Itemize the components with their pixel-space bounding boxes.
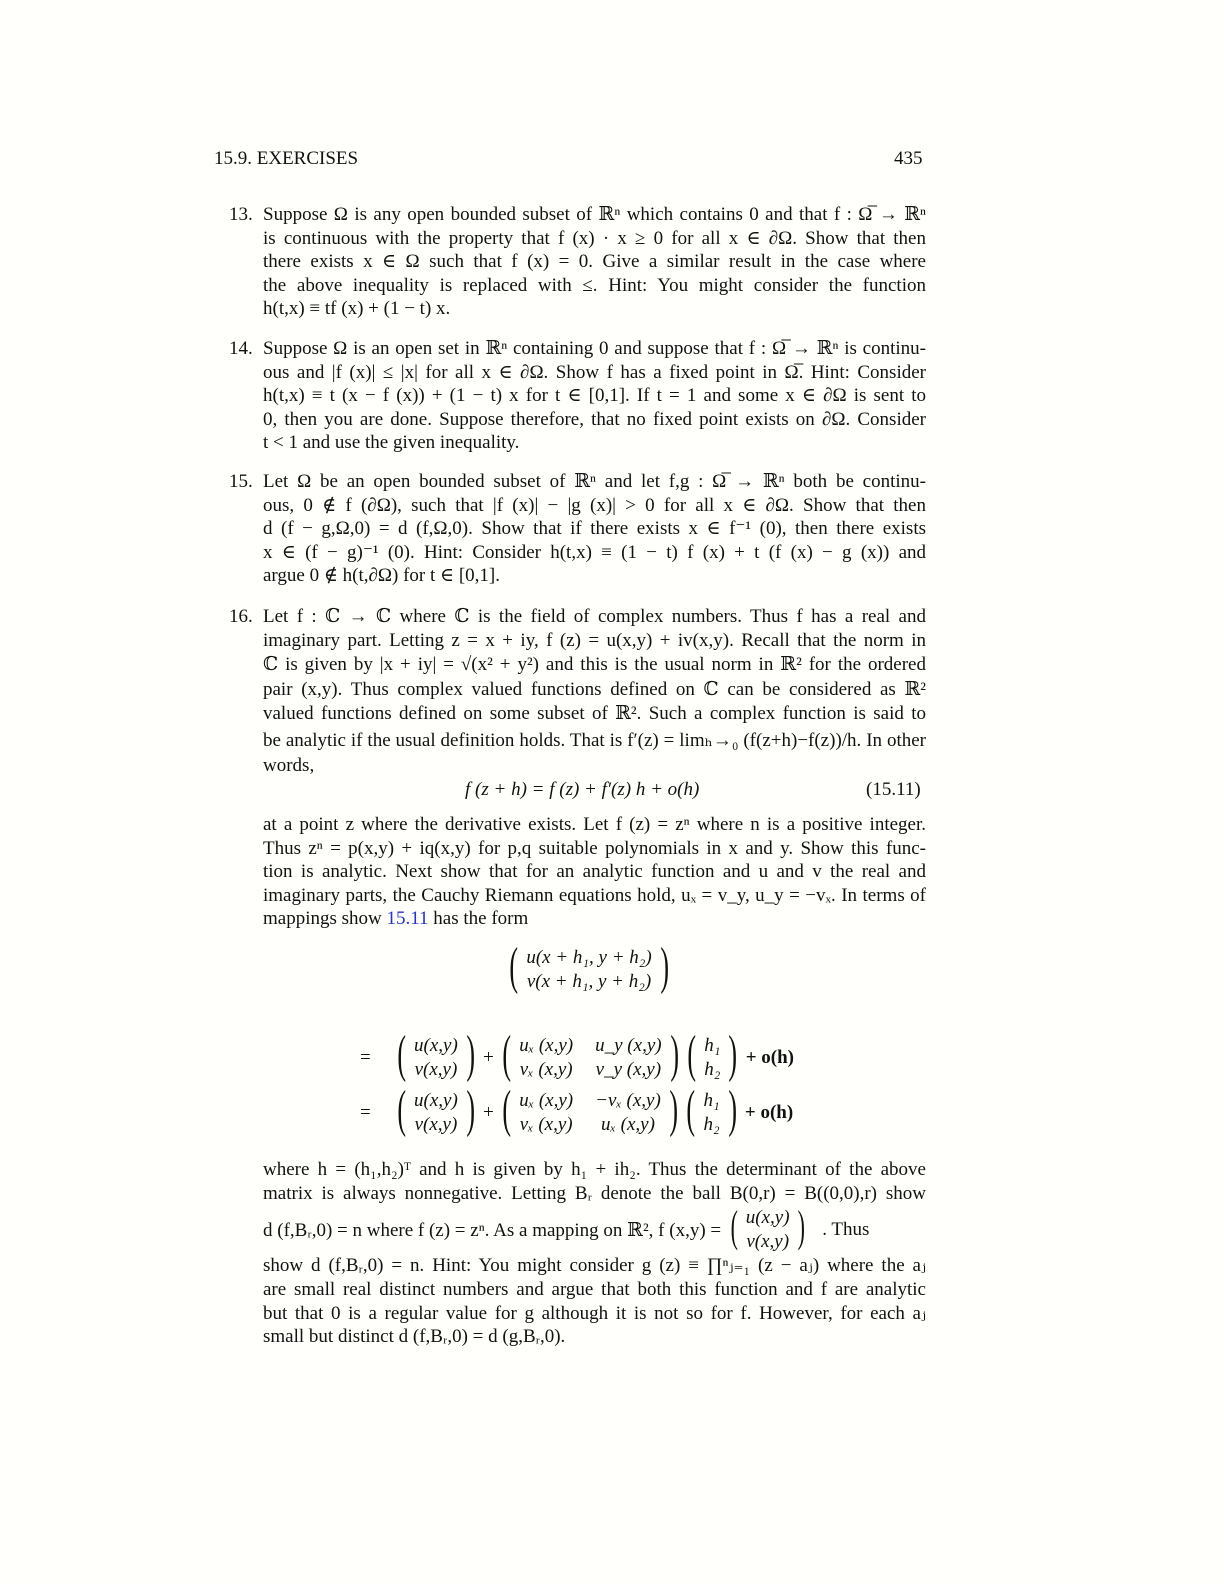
matrix-cells bbox=[742, 1206, 794, 1254]
matrix bbox=[498, 1026, 683, 1083]
text: . Thus bbox=[822, 1219, 870, 1240]
parenthesis: ) bbox=[669, 1026, 679, 1083]
exercise-number: 14. bbox=[229, 338, 253, 359]
matrix-cells bbox=[410, 1034, 462, 1082]
matrix-cell: h₁ bbox=[703, 1090, 720, 1111]
exercise-14-line: Suppose Ω is an open set in ℝⁿ containing 0 and suppose that f : Ω̅ → ℝⁿ is continu- bbox=[263, 338, 926, 359]
matrix-cell: vₓ (x,y) bbox=[519, 1059, 573, 1080]
equation-15-11: f (z + h) = f (z) + f′(z) h + o(h) bbox=[465, 779, 700, 800]
exercise-16-line: small but distinct d (f,Bᵣ,0) = d (g,Bᵣ,0). bbox=[263, 1326, 566, 1347]
exercise-13-line: Suppose Ω is any open bounded subset of ℝⁿ which contains 0 and that f : Ω̅ → ℝⁿ bbox=[263, 204, 926, 225]
text: mappings show bbox=[263, 908, 387, 929]
parenthesis: ( bbox=[730, 1202, 739, 1251]
parenthesis: ) bbox=[669, 1081, 678, 1138]
exercise-14-line: ous and |f (x)| ≤ |x| for all x ∈ ∂Ω. Show f has a fixed point in Ω̅. Hint: Consider bbox=[263, 362, 926, 383]
matrix-cells bbox=[410, 1089, 462, 1137]
matrix bbox=[683, 1026, 742, 1083]
exercise-13-line: h(t,x) ≡ tf (x) + (1 − t) x. bbox=[263, 298, 451, 319]
plus-sign: + bbox=[483, 1047, 494, 1068]
exercise-16-line: where h = (h₁,h₂)ᵀ and h is given by h₁ + ih₂. Thus the determinant of the above bbox=[263, 1159, 926, 1180]
parenthesis: ) bbox=[728, 1026, 738, 1083]
matrix-cell: u_y (x,y) bbox=[595, 1035, 662, 1056]
exercise-13-line: the above inequality is replaced with ≤. Hint: You might consider the function bbox=[263, 275, 926, 296]
exercise-16-line: show d (f,Bᵣ,0) = n. Hint: You might consider g (z) ≡ ∏ⁿⱼ₌₁ (z − aⱼ) where the aⱼ bbox=[263, 1255, 926, 1276]
exercise-16-line bbox=[263, 907, 926, 931]
parenthesis: ) bbox=[466, 1081, 475, 1138]
exercise-16-line: Let f : ℂ → ℂ where ℂ is the field of complex numbers. Thus f has a real and bbox=[263, 606, 926, 627]
matrix-cell: u(x,y) bbox=[745, 1207, 790, 1228]
exercise-14-line: h(t,x) ≡ t (x − f (x)) + (1 − t) x for t ∈ [0,1]. If t = 1 and some x ∈ ∂Ω is sent to bbox=[263, 385, 926, 406]
section-header: 15.9. EXERCISES bbox=[214, 148, 359, 169]
matrix bbox=[505, 938, 673, 995]
exercise-16-line: but that 0 is a regular value for g although it is not so for f. However, for each aⱼ bbox=[263, 1303, 926, 1324]
matrix-cell: v_y (x,y) bbox=[595, 1059, 662, 1080]
exercise-16-line: ℂ is given by |x + iy| = √(x² + y²) and this is the usual norm in ℝ² for the ordered bbox=[263, 654, 926, 675]
parenthesis: ) bbox=[727, 1081, 737, 1138]
exercise-15-line: Let Ω be an open bounded subset of ℝⁿ and let f,g : Ω̅ → ℝⁿ both be continu- bbox=[263, 471, 926, 492]
inline-mapping-line bbox=[263, 1202, 870, 1254]
exercise-16-line: Thus zⁿ = p(x,y) + iq(x,y) for p,q suitable polynomials in x and y. Show this func- bbox=[263, 838, 926, 859]
matrix-cells bbox=[515, 1089, 665, 1137]
equals-sign: = bbox=[360, 1102, 371, 1123]
parenthesis: ) bbox=[466, 1026, 475, 1083]
exercise-15-line: d (f − g,Ω,0) = d (f,Ω,0). Show that if there exists x ∈ f⁻¹ (0), then there exists bbox=[263, 518, 926, 539]
exercise-16-line: matrix is always nonnegative. Letting Bᵣ denote the ball B(0,r) = B((0,0),r) show bbox=[263, 1183, 926, 1204]
matrix-cell: uₓ (x,y) bbox=[601, 1114, 655, 1135]
exercise-16-line: words, bbox=[263, 755, 315, 776]
matrix-cell: u(x + h₁, y + h₂) bbox=[526, 947, 652, 968]
matrix bbox=[393, 1026, 479, 1083]
exercise-15-line: ous, 0 ∉ f (∂Ω), such that |f (x)| − |g (x)| > 0 for all x ∈ ∂Ω. Show that then bbox=[263, 495, 926, 516]
equation-row bbox=[356, 1026, 798, 1083]
exercise-13-line: there exists x ∈ Ω such that f (x) = 0. Give a similar result in the case where bbox=[263, 251, 926, 272]
matrix-cell: h₁ bbox=[704, 1035, 721, 1056]
matrix-cells bbox=[699, 1089, 723, 1137]
matrix-cells bbox=[522, 946, 655, 994]
exercise-16-line: pair (x,y). Thus complex valued functions defined on ℂ can be considered as ℝ² bbox=[263, 679, 926, 700]
parenthesis: ( bbox=[502, 1081, 511, 1138]
parenthesis: ( bbox=[397, 1081, 406, 1138]
exercise-number: 16. bbox=[229, 606, 253, 627]
plus-sign: + bbox=[483, 1102, 494, 1123]
parenthesis: ) bbox=[797, 1202, 805, 1251]
matrix-cell: h₂ bbox=[703, 1114, 720, 1135]
exercise-16-line: imaginary parts, the Cauchy Riemann equations hold, uₓ = v_y, u_y = −vₓ. In terms of bbox=[263, 885, 926, 906]
matrix-cell: uₓ (x,y) bbox=[519, 1090, 574, 1111]
matrix-cell: v(x,y) bbox=[746, 1231, 790, 1252]
parenthesis: ) bbox=[660, 938, 669, 995]
parenthesis: ( bbox=[686, 1081, 696, 1138]
equation-label: (15.11) bbox=[866, 779, 921, 800]
parenthesis: ( bbox=[687, 1026, 696, 1083]
exercise-13-line: is continuous with the property that f (x) · x ≥ 0 for all x ∈ ∂Ω. Show that then bbox=[263, 228, 926, 249]
equals-sign: = bbox=[360, 1047, 371, 1068]
exercise-number: 13. bbox=[229, 204, 253, 225]
exercise-16-line: imaginary part. Letting z = x + iy, f (z) = u(x,y) + iv(x,y). Recall that the norm in bbox=[263, 630, 926, 651]
text: d (f,Bᵣ,0) = n where f (z) = zⁿ. As a mapping on ℝ², f (x,y) = bbox=[263, 1219, 722, 1241]
little-o-term: + o(h) bbox=[745, 1047, 794, 1068]
exercise-15-line: x ∈ (f − g)⁻¹ (0). Hint: Consider h(t,x) ≡ (1 − t) f (x) + t (f (x) − g (x)) and bbox=[263, 542, 926, 563]
exercise-14-line: t < 1 and use the given inequality. bbox=[263, 432, 520, 453]
matrix-cells bbox=[700, 1034, 724, 1082]
matrix bbox=[393, 1081, 479, 1138]
text: has the form bbox=[428, 908, 529, 929]
exercise-16-line: valued functions defined on some subset of ℝ². Such a complex function is said to bbox=[263, 703, 926, 724]
equation-reference-link[interactable]: 15.11 bbox=[386, 908, 429, 929]
matrix-cell: u(x,y) bbox=[414, 1090, 458, 1111]
parenthesis: ( bbox=[397, 1026, 406, 1083]
matrix-cell: v(x + h₁, y + h₂) bbox=[526, 971, 652, 992]
equation-row bbox=[356, 1081, 797, 1138]
exercise-15-line: argue 0 ∉ h(t,∂Ω) for t ∈ [0,1]. bbox=[263, 565, 501, 586]
matrix-cell: v(x,y) bbox=[414, 1114, 458, 1135]
little-o-term: + o(h) bbox=[744, 1102, 794, 1123]
lhs-vector bbox=[505, 938, 673, 995]
matrix-cell: u(x,y) bbox=[414, 1035, 458, 1056]
matrix-cell: uₓ (x,y) bbox=[519, 1035, 574, 1056]
matrix-cell: v(x,y) bbox=[414, 1059, 458, 1080]
parenthesis: ( bbox=[509, 938, 518, 995]
exercise-14-line: 0, then you are done. Suppose therefore, that no fixed point exists on ∂Ω. Consider bbox=[263, 409, 926, 430]
exercise-16-line: tion is analytic. Next show that for an analytic function and u and v the real and bbox=[263, 861, 926, 882]
exercise-number: 15. bbox=[229, 471, 253, 492]
matrix-cell: h₂ bbox=[704, 1059, 721, 1080]
page-number: 435 bbox=[894, 148, 923, 169]
exercise-16-line: be analytic if the usual definition holds. That is f′(z) = limₕ→₀ (f(z+h)−f(z))/h. In other bbox=[263, 730, 926, 751]
matrix-cell: vₓ (x,y) bbox=[519, 1114, 573, 1135]
matrix-cells bbox=[515, 1034, 665, 1082]
exercise-16-line: are small real distinct numbers and argue that both this function and f are analytic bbox=[263, 1279, 926, 1300]
exercise-16-line: at a point z where the derivative exists. Let f (z) = zⁿ where n is a positive integer. bbox=[263, 814, 926, 835]
parenthesis: ( bbox=[502, 1026, 511, 1083]
matrix bbox=[682, 1081, 741, 1138]
matrix-cell: −vₓ (x,y) bbox=[595, 1090, 661, 1111]
matrix bbox=[498, 1081, 682, 1138]
matrix bbox=[727, 1202, 808, 1254]
